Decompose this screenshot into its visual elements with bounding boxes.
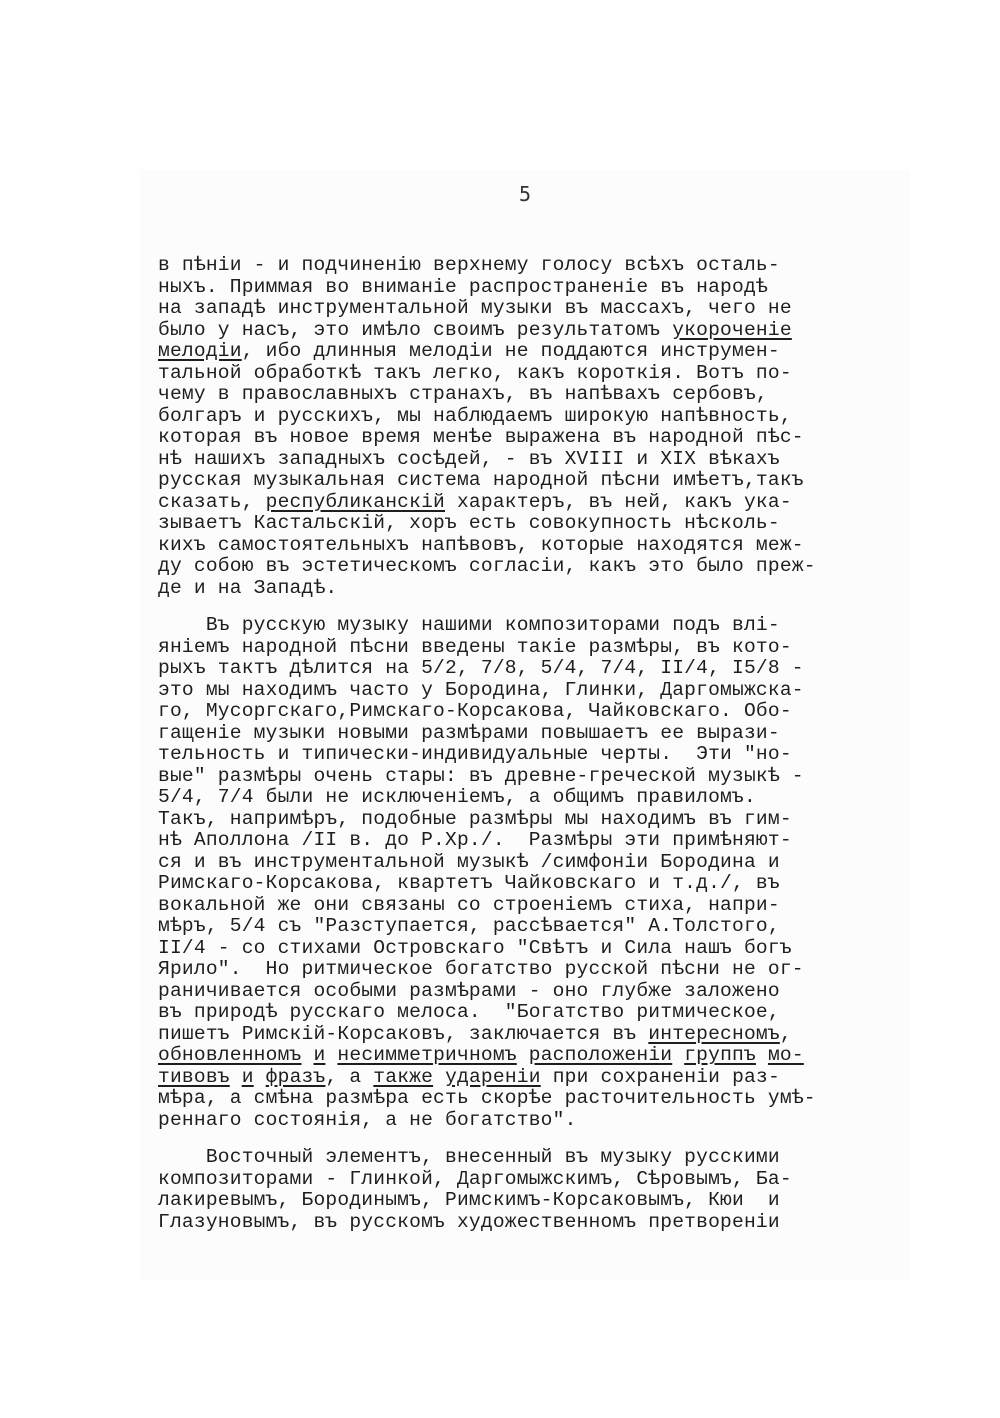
text-segment	[517, 1044, 529, 1066]
text-segment: Восточный элементъ, внесенный въ музыку русскими	[158, 1146, 780, 1168]
text-line	[158, 744, 898, 766]
text-segment: ду собою въ эстетическомъ согласiи, какъ это было преж-	[158, 555, 816, 577]
text-segment	[325, 1044, 337, 1066]
text-segment	[254, 1066, 266, 1088]
text-segment: ,	[779, 1022, 792, 1045]
text-segment	[302, 1044, 314, 1066]
text-line	[158, 938, 898, 960]
text-line	[158, 513, 898, 535]
underlined-phrase: и	[313, 1044, 326, 1066]
text-line	[158, 981, 898, 1003]
underlined-phrase: расположенiи	[528, 1044, 673, 1066]
text-line	[158, 384, 898, 406]
text-line	[158, 427, 898, 449]
paragraph-gap	[158, 1131, 898, 1147]
underlined-phrase: группъ	[684, 1044, 756, 1066]
underlined-phrase: тивовъ	[158, 1065, 230, 1088]
text-line	[158, 959, 898, 981]
document-body	[158, 255, 898, 1233]
underlined-phrase: мелодiи	[158, 340, 242, 362]
text-segment: , а	[325, 1065, 374, 1088]
underlined-phrase: также	[373, 1065, 434, 1088]
text-segment: было у насъ, это имѣло своимъ результатомъ	[158, 318, 673, 341]
text-segment: болгаръ и русскихъ, мы наблюдаемъ широкую напѣвность,	[158, 404, 792, 427]
text-line	[158, 1088, 898, 1110]
text-segment: зываетъ Кастальскiй, хоръ есть совокупность нѣсколь-	[158, 512, 780, 534]
paragraph	[158, 615, 898, 1131]
text-segment: которая въ новое время менѣе выражена въ народной пѣс-	[158, 426, 804, 448]
text-segment: тальной обработкѣ такъ легко, какъ короткiя. Вотъ по-	[158, 361, 792, 384]
text-segment: русская музыкальная система народной пѣсни имѣетъ,такъ	[158, 469, 804, 491]
scanned-page	[140, 170, 910, 1280]
text-segment: композиторами - Глинкой, Даргомыжскимъ, Сѣровымъ, Ба-	[158, 1167, 792, 1190]
text-segment: Ярило". Но ритмическое богатство русской пѣсни не ог-	[158, 958, 804, 980]
text-segment: на западѣ инструментальной музыки въ массахъ, чего не	[158, 297, 792, 319]
text-segment: пишетъ Римскiй-Корсаковъ, заключается въ	[158, 1022, 649, 1045]
text-line	[158, 723, 898, 745]
text-segment: чему в православныхъ странахъ, въ напѣвахъ сербовъ,	[158, 383, 768, 405]
text-line	[158, 535, 898, 557]
text-line	[158, 341, 898, 363]
text-line	[158, 556, 898, 578]
text-line	[158, 615, 898, 637]
text-line	[158, 1147, 898, 1169]
text-line	[158, 1169, 898, 1191]
text-segment: вокальной же они связаны со строенiемъ стиха, напри-	[158, 893, 780, 916]
text-segment: Такъ, напримѣръ, подобные размѣры мы находимъ въ гим-	[158, 807, 792, 830]
text-segment: нѣ нашихъ западныхъ сосѣдей, - въ XVIII и XIX вѣкахъ	[158, 447, 780, 470]
text-segment: де и на Западѣ.	[158, 576, 338, 599]
text-segment	[433, 1066, 445, 1088]
underlined-phrase: ударенiи	[445, 1065, 541, 1088]
text-line	[158, 1110, 898, 1132]
text-segment: , ибо длинныя мелодiи не поддаются инструмен-	[241, 340, 780, 362]
text-segment: раничивается особыми размѣрами - оно глубже заложено	[158, 979, 780, 1002]
text-line	[158, 809, 898, 831]
text-segment	[230, 1066, 242, 1088]
underlined-phrase: фразъ	[265, 1065, 326, 1088]
text-line	[158, 658, 898, 680]
text-line	[158, 492, 898, 514]
text-segment: нѣ Аполлона /II в. до Р.Хр./. Размѣры эти примѣняют-	[158, 829, 792, 851]
text-line	[158, 1024, 898, 1046]
text-segment: тельность и типически-индивидуальные черты. Эти "но-	[158, 743, 792, 765]
page-number: 5	[518, 182, 532, 206]
text-line	[158, 873, 898, 895]
text-segment: ся и въ инструментальной музыкѣ /симфонiи Бородина и	[158, 850, 780, 873]
text-segment: Глазуновымъ, въ русскомъ художественномъ претворенiи	[158, 1210, 780, 1233]
text-line	[158, 449, 898, 471]
text-segment: гащенiе музыки новыми размѣрами повышаетъ ее вырази-	[158, 721, 780, 744]
underlined-phrase: несимметричномъ	[337, 1044, 517, 1066]
text-line	[158, 787, 898, 809]
underlined-phrase: обновленномъ	[158, 1044, 302, 1066]
text-line	[158, 277, 898, 299]
text-segment: Римскаго-Корсакова, квартетъ Чайковскаго и т.д./, въ	[158, 872, 780, 894]
text-segment	[672, 1044, 684, 1066]
text-line	[158, 701, 898, 723]
text-line	[158, 766, 898, 788]
text-line	[158, 1067, 898, 1089]
text-segment: это мы находимъ часто у Бородина, Глинки, Даргомыжска-	[158, 678, 804, 701]
paragraph	[158, 255, 898, 599]
text-line	[158, 916, 898, 938]
text-segment: мѣра, а смѣна размѣра есть скорѣе расточительность умѣ-	[158, 1087, 816, 1109]
text-segment: кихъ самостоятельныхъ напѣвовъ, которые находятся меж-	[158, 533, 804, 556]
text-segment	[756, 1044, 768, 1066]
text-line	[158, 680, 898, 702]
text-segment: сказать,	[158, 490, 266, 513]
text-line	[158, 578, 898, 600]
text-line	[158, 470, 898, 492]
text-segment: Въ русскую музыку нашими композиторами подъ влi-	[158, 614, 780, 636]
text-segment: го, Мусоргскаго,Римскаго-Корсакова, Чайковскаго. Обо-	[158, 700, 792, 722]
text-line	[158, 1045, 898, 1067]
text-segment: мѣръ, 5/4 съ "Разступается, расcѣвается" А.Толстого,	[158, 915, 780, 937]
text-segment: при сохраненiи раз-	[540, 1065, 780, 1088]
text-line	[158, 852, 898, 874]
text-segment: в пѣнiи - и подчиненiю верхнему голосу всѣхъ осталь-	[158, 254, 780, 276]
text-segment: въ природѣ русскаго мелоса. "Богатство ритмическое,	[158, 1001, 780, 1023]
text-line	[158, 255, 898, 277]
text-line	[158, 1212, 898, 1234]
underlined-phrase: интересномъ	[648, 1022, 780, 1045]
text-segment: 5/4, 7/4 были не исключенiемъ, а общимъ правиломъ.	[158, 786, 756, 808]
text-segment: лакиревымъ, Бородинымъ, Римскимъ-Корсаковымъ, Кюи и	[158, 1189, 780, 1211]
text-segment: вые" размѣры очень стары: въ древне-греческой музыкѣ -	[158, 764, 804, 787]
paragraph	[158, 1147, 898, 1233]
paragraph-gap	[158, 599, 898, 615]
text-segment: ныхъ. Приммая во вниманiе распространенiе въ народѣ	[158, 275, 768, 298]
underlined-phrase: и	[241, 1065, 254, 1088]
text-line	[158, 1002, 898, 1024]
text-segment: II/4 - со стихами Островскаго "Свѣтъ и Сила нашъ богъ	[158, 936, 792, 959]
text-line	[158, 298, 898, 320]
text-segment: реннаго состоянiя, а не богатство".	[158, 1108, 577, 1131]
underlined-phrase: республиканскiй	[265, 490, 445, 513]
text-line	[158, 406, 898, 428]
text-segment: янiемъ народной пѣсни введены такiе размѣры, въ кото-	[158, 635, 792, 658]
text-line	[158, 830, 898, 852]
underlined-phrase: мо-	[767, 1044, 804, 1066]
text-segment: характеръ, въ ней, какъ ука-	[445, 490, 792, 513]
text-line	[158, 363, 898, 385]
text-line	[158, 637, 898, 659]
text-line	[158, 895, 898, 917]
text-segment: рыхъ тактъ дѣлится на 5/2, 7/8, 5/4, 7/4, II/4, I5/8 -	[158, 657, 804, 679]
underlined-phrase: укороченiе	[672, 318, 792, 341]
text-line	[158, 1190, 898, 1212]
text-line	[158, 320, 898, 342]
